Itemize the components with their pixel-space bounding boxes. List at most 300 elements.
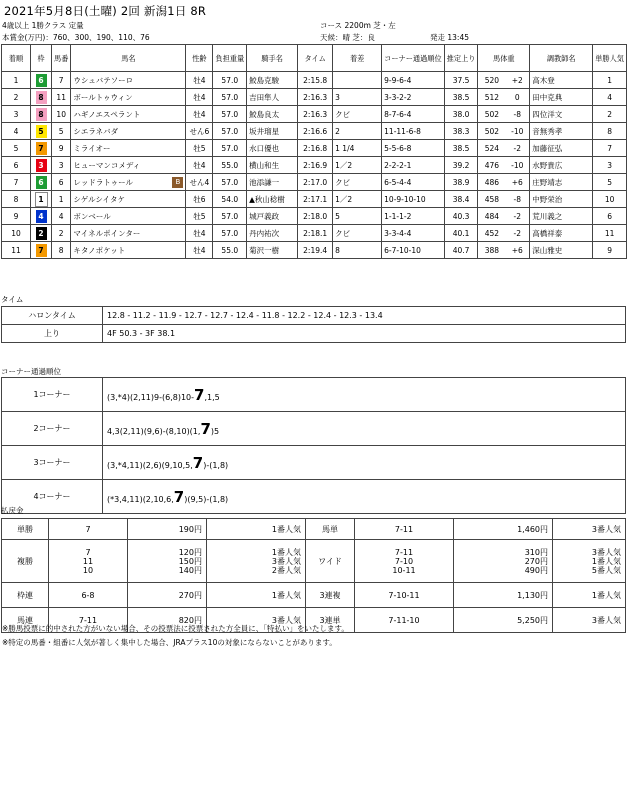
race-class: 4歳以上 1勝クラス 定量 [2, 21, 84, 30]
corner-order-post: )-(1,8) [203, 460, 229, 470]
number-cell: 2 [52, 225, 71, 242]
jockey-cell: 丹内祐次 [247, 225, 298, 242]
col-number: 馬番 [52, 45, 71, 72]
bodyweight-diff-cell: -2 [505, 140, 529, 157]
table-row [2, 89, 627, 106]
bet-popularity-2 [553, 583, 626, 608]
trainer-cell: 庄野靖志 [530, 174, 593, 191]
sex-age-cell: 牡5 [186, 208, 213, 225]
bet-payout-2-text: 5,250円 [517, 615, 548, 625]
jockey-cell: 鮫島良太 [247, 106, 298, 123]
horse-name: マイネルポインター [73, 228, 141, 238]
margin-cell: クビ [333, 106, 382, 123]
horse-name-cell [71, 174, 186, 191]
time-cell: 2:16.3 [298, 89, 333, 106]
table-row [2, 123, 627, 140]
corner-order [103, 446, 626, 480]
bet-payout-text: 120円 150円 140円 [178, 547, 202, 575]
bet-numbers-2 [355, 519, 454, 540]
corner-order-post: )(9,5)-(1,8) [184, 494, 229, 504]
bet-type-2 [306, 519, 355, 540]
waku-cell [31, 89, 52, 106]
prize-money: 本賞金(万円)：760、300、190、110、76 [2, 33, 150, 42]
jockey-cell: 吉田隼人 [247, 89, 298, 106]
agari-cell: 38.5 [444, 89, 478, 106]
agari-cell: 38.0 [444, 106, 478, 123]
corner-cell: 8-7-6-4 [382, 106, 445, 123]
trainer-cell: 加藤征弘 [530, 140, 593, 157]
corner-order-pre: (3,*4,11)(2,6)(9,10,5, [107, 460, 193, 470]
bodyweight-cell: 388 [478, 242, 505, 259]
jockey-cell: 城戸義政 [247, 208, 298, 225]
bet-numbers [49, 583, 128, 608]
corner-cell: 10-9-10-10 [382, 191, 445, 208]
bodyweight-cell: 486 [478, 174, 505, 191]
number-cell: 11 [52, 89, 71, 106]
horse-name-cell [71, 242, 186, 259]
margin-cell: 2 [333, 123, 382, 140]
corner-cell: 3-3-4-4 [382, 225, 445, 242]
corner-order-winner: 7 [200, 419, 211, 438]
time-cell: 2:16.6 [298, 123, 333, 140]
popularity-cell: 7 [593, 140, 627, 157]
jockey-cell: ▲秋山稔樹 [247, 191, 298, 208]
time-cell: 2:19.4 [298, 242, 333, 259]
bodyweight-cell: 502 [478, 123, 505, 140]
rank-cell: 6 [2, 157, 31, 174]
corner-name: 1コーナー [2, 378, 103, 412]
halon-label: ハロンタイム [2, 307, 103, 325]
agari-cell: 38.3 [444, 123, 478, 140]
bet-popularity [207, 583, 306, 608]
margin-cell: 5 [333, 208, 382, 225]
bet-type [2, 519, 49, 540]
table-row [2, 157, 627, 174]
horse-name-cell [71, 208, 186, 225]
table-row [2, 242, 627, 259]
popularity-cell: 11 [593, 225, 627, 242]
bet-popularity-2-text: 3番人気 [591, 615, 621, 625]
col-popularity: 単勝人気 [593, 45, 627, 72]
bet-type-2 [306, 583, 355, 608]
popularity-cell: 3 [593, 157, 627, 174]
horse-name-cell [71, 191, 186, 208]
bet-popularity [207, 519, 306, 540]
waku-badge: 3 [36, 159, 47, 172]
bet-numbers-2 [355, 608, 454, 633]
col-sex-age: 性齢 [186, 45, 213, 72]
bet-payout [128, 583, 207, 608]
payout-row [2, 583, 626, 608]
corner-order-winner: 7 [194, 385, 205, 404]
bodyweight-cell: 458 [478, 191, 505, 208]
col-agari: 推定上り [444, 45, 478, 72]
number-cell: 8 [52, 242, 71, 259]
time-cell: 2:15.8 [298, 72, 333, 89]
trainer-cell: 荒川義之 [530, 208, 593, 225]
popularity-cell: 2 [593, 106, 627, 123]
col-trainer: 調教師名 [530, 45, 593, 72]
note-1: ※勝馬投票に的中された方がいない場合、その投票法に投票された方全員に、「特払い」をいたします。 [2, 624, 349, 633]
margin-cell: 1／2 [333, 191, 382, 208]
waku-cell [31, 140, 52, 157]
waku-badge: 5 [36, 125, 47, 138]
jockey-cell: 池添謙一 [247, 174, 298, 191]
bet-numbers-2-text: 7-10-11 [388, 590, 420, 600]
payout-row [2, 519, 626, 540]
sex-age-cell: せん6 [186, 123, 213, 140]
time-cell: 2:18.1 [298, 225, 333, 242]
corner-order-winner: 7 [192, 453, 204, 472]
bet-payout-text: 820円 [178, 615, 202, 625]
horse-name-cell [71, 140, 186, 157]
margin-cell: クビ [333, 225, 382, 242]
trainer-cell: 音無秀孝 [530, 123, 593, 140]
bodyweight-diff-cell: +6 [505, 174, 529, 191]
rank-cell: 9 [2, 208, 31, 225]
margin-cell: 1 1/4 [333, 140, 382, 157]
bet-type-text: 複勝 [17, 556, 33, 566]
bet-numbers [49, 519, 128, 540]
time-section-label: タイム [1, 295, 24, 304]
bet-type-2-text: 馬単 [322, 524, 338, 534]
waku-badge: 6 [36, 176, 47, 189]
bodyweight-cell: 520 [478, 72, 505, 89]
corner-table [1, 377, 626, 514]
weight-cell: 57.0 [213, 106, 247, 123]
weight-cell: 57.0 [213, 140, 247, 157]
bet-numbers-2-text: 7-11-10 [388, 615, 420, 625]
bet-payout-2 [454, 583, 553, 608]
number-cell: 1 [52, 191, 71, 208]
sex-age-cell: 牡4 [186, 242, 213, 259]
corner-cell: 3-3-2-2 [382, 89, 445, 106]
bet-type [2, 583, 49, 608]
jockey-cell: 鮫島克駿 [247, 72, 298, 89]
waku-cell [31, 123, 52, 140]
jockey-cell: 菊沢一樹 [247, 242, 298, 259]
bet-numbers-2-text: 7-11 [394, 524, 414, 534]
waku-cell [31, 157, 52, 174]
sex-age-cell: 牡4 [186, 106, 213, 123]
popularity-cell: 8 [593, 123, 627, 140]
corner-order-winner: 7 [173, 487, 185, 506]
bodyweight-cell: 476 [478, 157, 505, 174]
sex-age-cell: 牡4 [186, 72, 213, 89]
bet-type [2, 540, 49, 583]
bodyweight-diff-cell: 0 [505, 89, 529, 106]
bet-numbers-text: 7-11 [78, 615, 98, 625]
corner-section-label: コーナー通過順位 [1, 367, 61, 376]
bet-popularity-2-text: 3番人気 [591, 524, 621, 534]
trainer-cell: 水野貴広 [530, 157, 593, 174]
agari-cell: 40.7 [444, 242, 478, 259]
waku-badge: 4 [36, 210, 47, 223]
number-cell: 9 [52, 140, 71, 157]
popularity-cell: 6 [593, 208, 627, 225]
agari-cell: 38.4 [444, 191, 478, 208]
bodyweight-diff-cell: -2 [505, 225, 529, 242]
rank-cell: 3 [2, 106, 31, 123]
bodyweight-cell: 502 [478, 106, 505, 123]
time-cell: 2:18.0 [298, 208, 333, 225]
horse-name: ミライオー [73, 143, 111, 153]
weight-cell: 57.0 [213, 208, 247, 225]
corner-row [2, 378, 626, 412]
bet-popularity-2-text: 1番人気 [591, 590, 621, 600]
bet-payout-2-text: 310円 270円 490円 [524, 547, 548, 575]
sex-age-cell: 牡4 [186, 225, 213, 242]
number-cell: 6 [52, 174, 71, 191]
horse-name: シエラネバダ [73, 126, 119, 136]
table-row [2, 225, 627, 242]
horse-name-cell [71, 123, 186, 140]
number-cell: 4 [52, 208, 71, 225]
margin-cell [333, 72, 382, 89]
bet-popularity [207, 540, 306, 583]
popularity-cell: 10 [593, 191, 627, 208]
weight-cell: 54.0 [213, 191, 247, 208]
time-cell: 2:17.0 [298, 174, 333, 191]
rank-cell: 11 [2, 242, 31, 259]
horse-name-cell [71, 157, 186, 174]
horse-name: ボンベール [73, 211, 111, 221]
bet-numbers-2 [355, 540, 454, 583]
bet-numbers-2-text: 7-11 7-10 10-11 [392, 547, 416, 575]
bet-numbers-text: 7 [85, 524, 91, 534]
number-cell: 3 [52, 157, 71, 174]
waku-badge: 2 [36, 227, 47, 240]
bodyweight-cell: 512 [478, 89, 505, 106]
corner-cell: 6-7-10-10 [382, 242, 445, 259]
bodyweight-diff-cell: -10 [505, 123, 529, 140]
rank-cell: 5 [2, 140, 31, 157]
col-bodyweight: 馬体重 [478, 45, 530, 72]
waku-cell [31, 174, 52, 191]
rank-cell: 7 [2, 174, 31, 191]
bet-payout-2 [454, 540, 553, 583]
horse-name-cell [71, 225, 186, 242]
waku-badge: 8 [36, 91, 47, 104]
bet-popularity-text: 1番人気 3番人気 2番人気 [271, 547, 301, 575]
corner-cell: 5-5-6-8 [382, 140, 445, 157]
waku-cell [31, 72, 52, 89]
number-cell: 5 [52, 123, 71, 140]
col-jockey: 騎手名 [247, 45, 298, 72]
waku-badge: 6 [36, 74, 47, 87]
bet-popularity-2 [553, 519, 626, 540]
bodyweight-cell: 524 [478, 140, 505, 157]
col-time: タイム [298, 45, 333, 72]
corner-order-post: )5 [210, 426, 220, 436]
start-time: 発走 13:45 [430, 33, 469, 42]
table-row [2, 174, 627, 191]
agari-label: 上り [2, 325, 103, 343]
note-2: ※特定の馬番・組番に人気が著しく集中した場合、JRAプラス10の対象にならないことがあります。 [2, 638, 337, 647]
col-weight: 負担重量 [213, 45, 247, 72]
corner-cell: 6-5-4-4 [382, 174, 445, 191]
corner-cell: 9-9-6-4 [382, 72, 445, 89]
rank-cell: 10 [2, 225, 31, 242]
results-table [1, 44, 627, 259]
bet-popularity-2 [553, 540, 626, 583]
weight-cell: 57.0 [213, 72, 247, 89]
blinker-badge: B [172, 177, 183, 188]
popularity-cell: 5 [593, 174, 627, 191]
agari-cell: 39.2 [444, 157, 478, 174]
corner-row [2, 446, 626, 480]
sex-age-cell: せん4 [186, 174, 213, 191]
bet-popularity-text: 3番人気 [271, 615, 301, 625]
bet-payout [128, 540, 207, 583]
bet-payout-text: 190円 [178, 524, 202, 534]
halon-values: 12.8 - 11.2 - 11.9 - 12.7 - 12.7 - 12.4 - 11.8 - 12.2 - 12.4 - 12.3 - 13.4 [103, 307, 626, 325]
margin-cell: 8 [333, 242, 382, 259]
corner-name: 4コーナー [2, 480, 103, 514]
horse-name: レッドラトゥール [73, 177, 133, 187]
col-corner: コーナー通過順位 [382, 45, 445, 72]
trainer-cell: 田中克典 [530, 89, 593, 106]
sex-age-cell: 牡4 [186, 157, 213, 174]
agari-cell: 40.1 [444, 225, 478, 242]
margin-cell: クビ [333, 174, 382, 191]
jockey-cell: 水口優也 [247, 140, 298, 157]
bet-numbers-text: 6-8 [81, 590, 95, 600]
waku-badge: 7 [36, 244, 47, 257]
sex-age-cell: 牡6 [186, 191, 213, 208]
bet-type-2-text: 3連単 [319, 615, 341, 625]
bet-type-text: 枠連 [17, 590, 33, 600]
halon-row [2, 307, 626, 325]
table-row [2, 140, 627, 157]
rank-cell: 4 [2, 123, 31, 140]
bet-payout-text: 270円 [178, 590, 202, 600]
corner-row [2, 480, 626, 514]
rank-cell: 2 [2, 89, 31, 106]
course-info: コース 2200m 芝・左 [320, 21, 396, 30]
track-conditions: 天候：晴 芝：良 [320, 33, 375, 42]
corner-order-post: ,1,5 [204, 392, 220, 402]
table-row [2, 106, 627, 123]
payout-row [2, 540, 626, 583]
corner-order-pre: (3,*4)(2,11)9-(6,8)10- [107, 392, 195, 402]
col-margin: 着差 [333, 45, 382, 72]
bodyweight-cell: 484 [478, 208, 505, 225]
bet-popularity-text: 1番人気 [271, 590, 301, 600]
bet-type-text: 馬連 [17, 615, 33, 625]
bodyweight-diff-cell: -10 [505, 157, 529, 174]
bet-payout-2 [454, 608, 553, 633]
bet-popularity-2 [553, 608, 626, 633]
bet-numbers-2 [355, 583, 454, 608]
bodyweight-diff-cell: +2 [505, 72, 529, 89]
time-table [1, 306, 626, 343]
horse-name-cell [71, 106, 186, 123]
corner-order [103, 378, 626, 412]
bodyweight-diff-cell: +6 [505, 242, 529, 259]
trainer-cell: 高橋祥泰 [530, 225, 593, 242]
horse-name: ハギノエスペラント [73, 109, 141, 119]
time-cell: 2:16.3 [298, 106, 333, 123]
number-cell: 10 [52, 106, 71, 123]
table-row [2, 72, 627, 89]
margin-cell: 1／2 [333, 157, 382, 174]
payout-table [1, 518, 626, 633]
bet-numbers-text: 7 11 10 [82, 547, 94, 575]
col-waku: 枠 [31, 45, 52, 72]
corner-name: 2コーナー [2, 412, 103, 446]
bodyweight-cell: 452 [478, 225, 505, 242]
bet-type-2-text: ワイド [318, 556, 342, 566]
bet-payout-2 [454, 519, 553, 540]
col-horse: 馬名 [71, 45, 186, 72]
horse-name-cell [71, 89, 186, 106]
agari-cell: 37.5 [444, 72, 478, 89]
horse-name: シゲルシイタケ [73, 194, 126, 204]
bodyweight-diff-cell: -8 [505, 106, 529, 123]
col-rank: 着順 [2, 45, 31, 72]
waku-cell [31, 242, 52, 259]
waku-badge: 1 [35, 192, 48, 207]
corner-order-pre: (*3,4,11)(2,10,6, [107, 494, 174, 504]
corner-order-pre: 4,3(2,11)(9,6)-(8,10)(1, [107, 426, 201, 436]
horse-name: ボールトゥウィン [73, 92, 133, 102]
bet-type-2 [306, 540, 355, 583]
agari-cell: 40.3 [444, 208, 478, 225]
horse-name: キタノポケット [73, 245, 126, 255]
waku-badge: 7 [36, 142, 47, 155]
table-row [2, 208, 627, 225]
time-cell: 2:16.8 [298, 140, 333, 157]
agari-values: 4F 50.3 - 3F 38.1 [103, 325, 626, 343]
jockey-cell: 横山和生 [247, 157, 298, 174]
horse-name: ヒューマンコメディ [73, 160, 141, 170]
horse-name-cell [71, 72, 186, 89]
trainer-cell: 高木登 [530, 72, 593, 89]
rank-cell: 8 [2, 191, 31, 208]
sex-age-cell: 牡5 [186, 140, 213, 157]
bet-numbers [49, 540, 128, 583]
bet-popularity-text: 1番人気 [271, 524, 301, 534]
weight-cell: 57.0 [213, 123, 247, 140]
bet-payout-2-text: 1,460円 [517, 524, 548, 534]
time-cell: 2:17.1 [298, 191, 333, 208]
weight-cell: 57.0 [213, 225, 247, 242]
agari-cell: 38.5 [444, 140, 478, 157]
bodyweight-diff-cell: -8 [505, 191, 529, 208]
bet-payout-2-text: 1,130円 [517, 590, 548, 600]
sex-age-cell: 牡4 [186, 89, 213, 106]
corner-cell: 11-11-6-8 [382, 123, 445, 140]
waku-cell [31, 208, 52, 225]
results-header-row [2, 45, 627, 72]
agari-row [2, 325, 626, 343]
payout-section-label: 払戻金 [1, 506, 24, 515]
horse-name: ウシュバテソーロ [73, 75, 134, 85]
popularity-cell: 9 [593, 242, 627, 259]
bet-type-2-text: 3連複 [319, 590, 341, 600]
waku-badge: 8 [36, 108, 47, 121]
number-cell: 7 [52, 72, 71, 89]
waku-cell [31, 191, 52, 208]
rank-cell: 1 [2, 72, 31, 89]
race-title: 2021年5月8日(土曜) 2回 新潟1日 8R [4, 4, 207, 18]
bet-type-text: 単勝 [17, 524, 33, 534]
weight-cell: 55.0 [213, 157, 247, 174]
time-cell: 2:16.9 [298, 157, 333, 174]
popularity-cell: 1 [593, 72, 627, 89]
margin-cell: 3 [333, 89, 382, 106]
